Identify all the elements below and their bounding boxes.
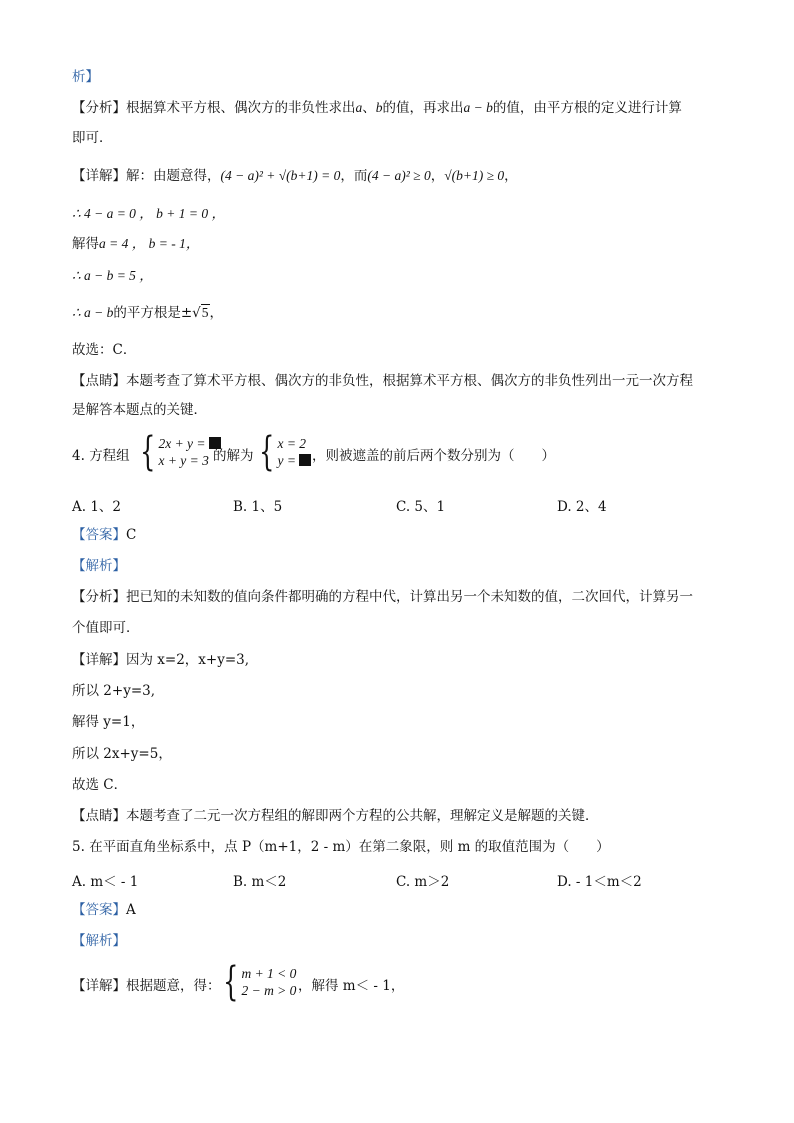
q4-stem-b: 的解为 bbox=[213, 448, 254, 464]
q4-choose: 故选 C． bbox=[72, 777, 128, 793]
q5-answer bbox=[72, 901, 136, 919]
covered-square bbox=[299, 454, 311, 466]
text: y = bbox=[277, 453, 296, 468]
q4-system-1 bbox=[135, 429, 221, 475]
q4-answer bbox=[72, 526, 136, 544]
text: 2x + y = bbox=[158, 436, 206, 451]
analysis-tag: 【分析】 bbox=[72, 589, 126, 605]
q5-detail-start bbox=[72, 977, 221, 995]
expr: ∴ a − b bbox=[72, 305, 114, 320]
q3-comment-line2: 是解答本题点的关键． bbox=[72, 402, 207, 418]
expr: a − b bbox=[463, 100, 493, 115]
q4-detail-1 bbox=[72, 651, 249, 669]
q4-comment bbox=[72, 807, 599, 825]
question-number: 5. bbox=[72, 839, 85, 855]
detail-tag: 【详解】 bbox=[72, 978, 126, 994]
q3-step4: ∴ a − b的平方根是±√5， bbox=[72, 305, 223, 321]
text: 根据算术平方根、偶次方的非负性求出 bbox=[126, 100, 356, 116]
q3-analysis-line2: 即可． bbox=[72, 130, 113, 146]
text: ， bbox=[430, 168, 445, 184]
answer-tag: 【答案】 bbox=[72, 527, 126, 543]
equation-2: (4 − a)² ≥ 0 bbox=[367, 168, 431, 183]
q5-option-a: A. m＜ - 1 bbox=[72, 874, 139, 890]
text: 本题考查了算术平方根、偶次方的非负性，根据算术平方根、偶次方的非负性列出一元一次方程 bbox=[126, 373, 693, 389]
text: 本题考查了二元一次方程组的解即两个方程的公共解，理解定义是解题的关键． bbox=[126, 808, 599, 824]
text: 的平方根是± bbox=[113, 305, 193, 321]
text: 的值，由平方根的定义进行计算 bbox=[492, 100, 682, 116]
detail-tag: 【详解】 bbox=[72, 652, 126, 668]
q5-sys-row1: m + 1 < 0 bbox=[241, 966, 297, 981]
text: 、 bbox=[362, 100, 376, 116]
q4-detail-2: 所以 2+y=3, bbox=[72, 683, 156, 699]
text: 解得 bbox=[72, 236, 99, 252]
text: 因为 x=2，x+y=3, bbox=[126, 652, 250, 668]
text: ， bbox=[209, 305, 223, 321]
q5-detail-end: ，解得 m＜ - 1， bbox=[298, 978, 405, 994]
equation-3: √(b+1) ≥ 0 bbox=[444, 168, 505, 183]
var-b: b bbox=[375, 100, 383, 115]
q3-step1: ∴ 4 − a = 0 ， b + 1 = 0 ， bbox=[72, 206, 226, 221]
q4-system-2 bbox=[254, 429, 311, 475]
section-tag: 析】 bbox=[72, 69, 99, 85]
text: 的值，再求出 bbox=[382, 100, 464, 116]
q4-detail-4: 所以 2x+y=5， bbox=[72, 746, 172, 762]
text: 把已知的未知数的值向条件都明确的方程中代，计算出另一个未知数的值，二次回代，计算另一 bbox=[126, 589, 693, 605]
q4-option-a: A. 1、2 bbox=[72, 499, 122, 515]
equation-1: (4 − a)² + √(b+1) = 0 bbox=[220, 168, 341, 183]
left-brace: { bbox=[223, 959, 239, 1005]
detail-tag: 【详解】 bbox=[72, 168, 126, 184]
var-a: a bbox=[355, 100, 363, 115]
q4-stem-c: ，则被遮盖的前后两个数分别为（ ） bbox=[312, 448, 555, 464]
q3-choose: 故选：C． bbox=[72, 342, 137, 358]
text: 根据题意，得： bbox=[126, 978, 221, 994]
q4-option-b: B. 1、5 bbox=[233, 499, 283, 515]
q3-step2 bbox=[72, 235, 199, 253]
sys2-row1: x = 2 bbox=[277, 436, 307, 451]
q5-option-b: B. m＜2 bbox=[233, 874, 287, 890]
q5-option-d: D. - 1＜m＜2 bbox=[557, 874, 642, 890]
text: 方程组 bbox=[89, 448, 130, 464]
q4-detail-3: 解得 y=1， bbox=[72, 714, 145, 730]
answer-tag: 【答案】 bbox=[72, 902, 126, 918]
radicand: 5 bbox=[201, 305, 209, 320]
q4-option-c: C. 5、1 bbox=[396, 499, 446, 515]
question-number: 4. bbox=[72, 448, 85, 464]
comment-tag: 【点睛】 bbox=[72, 373, 126, 389]
sys1-row2: x + y = 3 bbox=[158, 453, 209, 468]
q3-comment-line1 bbox=[72, 372, 693, 390]
left-brace: { bbox=[140, 429, 156, 475]
sys2-row2 bbox=[277, 452, 311, 469]
q4-analysis-line1 bbox=[72, 588, 693, 606]
text: ， bbox=[504, 168, 518, 184]
q4-number bbox=[72, 447, 130, 465]
expr: a = 4 ， b = - 1， bbox=[99, 236, 200, 251]
q5-explain-tag: 【解析】 bbox=[72, 933, 126, 949]
comment-tag: 【点睛】 bbox=[72, 808, 126, 824]
q4-option-d: D. 2、4 bbox=[557, 499, 607, 515]
sys1-row1 bbox=[158, 435, 220, 452]
left-brace: { bbox=[259, 429, 275, 475]
q3-step3: ∴ a − b = 5 ， bbox=[72, 268, 153, 283]
answer-value: A bbox=[126, 902, 136, 918]
text: 解：由题意得， bbox=[126, 168, 221, 184]
q3-detail-line bbox=[72, 167, 518, 185]
text: 在平面直角坐标系中，点 P（m+1，2 - m）在第二象限，则 m 的取值范围为（ ） bbox=[89, 839, 610, 855]
answer-value: C bbox=[126, 527, 137, 543]
q4-analysis-line2: 个值即可． bbox=[72, 620, 140, 636]
q4-explain-tag: 【解析】 bbox=[72, 558, 126, 574]
q3-analysis-line1 bbox=[72, 99, 682, 117]
q5-sys-row2: 2 − m > 0 bbox=[241, 983, 297, 998]
text: ，而 bbox=[340, 168, 368, 184]
q5-system bbox=[218, 959, 297, 1005]
analysis-tag: 【分析】 bbox=[72, 100, 126, 116]
q5-stem bbox=[72, 838, 610, 856]
q5-option-c: C. m＞2 bbox=[396, 874, 450, 890]
